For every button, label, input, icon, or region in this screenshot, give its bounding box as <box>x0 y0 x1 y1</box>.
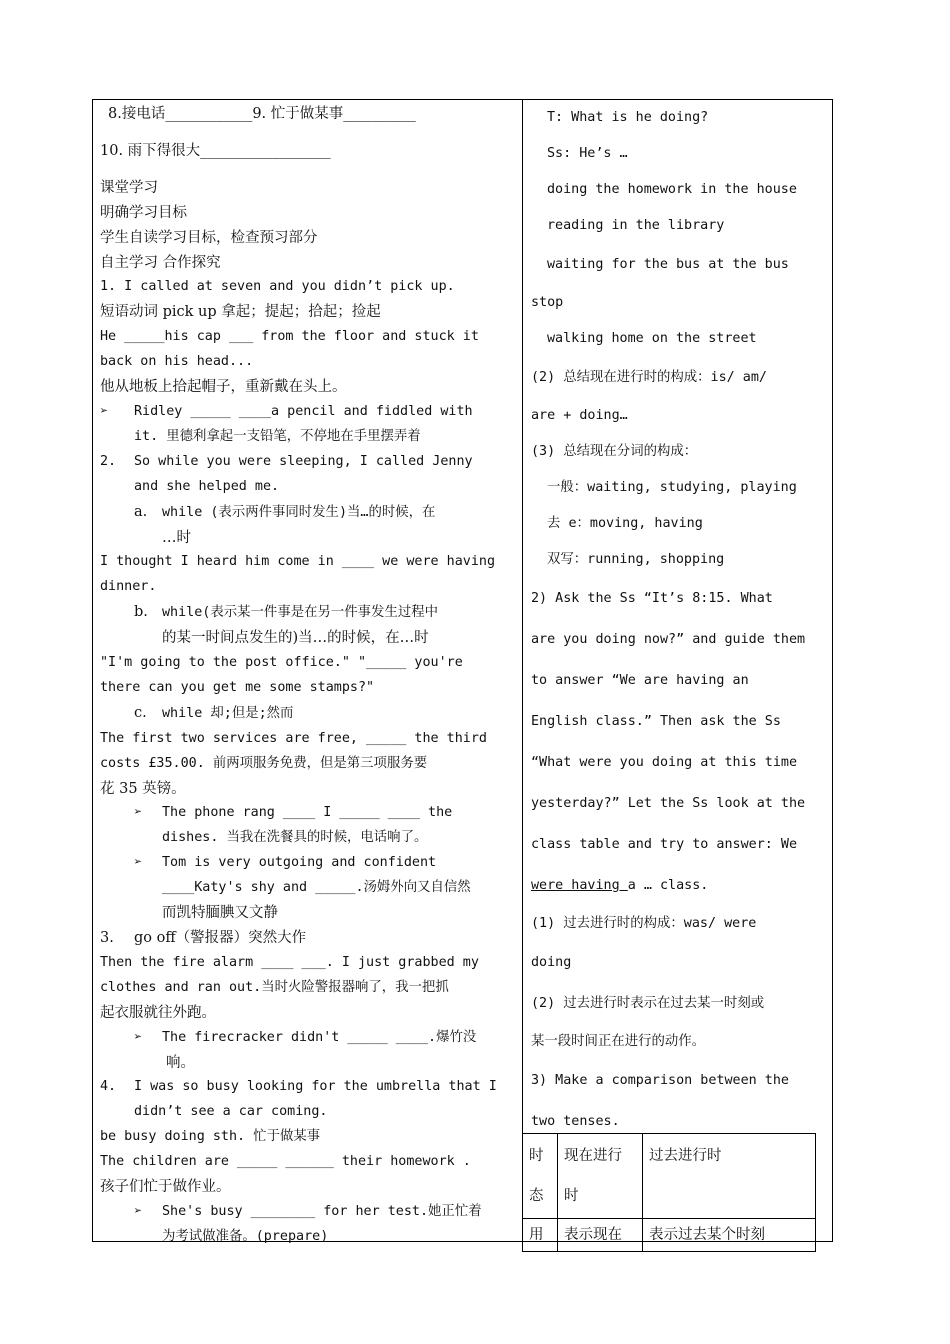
arrow-bullet-icon: ➢ <box>134 805 143 821</box>
summary-line: 一般：waiting, studying, playing <box>547 480 797 495</box>
exercise-line: The firecracker didn't _____ ____.爆竹没 <box>162 1029 477 1045</box>
summary-line: (2) 过去进行时表示在过去某一时刻或 <box>531 996 765 1011</box>
translation-line: 花 35 英镑。 <box>100 780 186 797</box>
table-header-cell: 现在进行时 <box>558 1134 643 1219</box>
exercise-line: dishes. 当我在洗餐具的时候，电话响了。 <box>162 830 428 846</box>
summary-line: 去 e：moving, having <box>547 516 703 531</box>
item-1-sentence: 1. I called at seven and you didn’t pick up. <box>100 279 455 295</box>
summary-line: 双写：running, shopping <box>547 552 725 567</box>
exercise-line: He _____his cap ___ from the floor and stuck it <box>100 329 479 345</box>
instruction-line: 2) Ask the Ss “It’s 8:15. What <box>531 591 773 606</box>
section-heading: 课堂学习 <box>100 179 158 196</box>
instruction-line: English class.” Then ask the Ss <box>531 714 781 729</box>
pick-up-definition: 短语动词 pick up 拿起；提起；拾起；捡起 <box>100 304 381 321</box>
instruction-line: are you doing now?” and guide them <box>531 632 806 647</box>
table-cell: 表示过去某个时刻 <box>643 1219 816 1252</box>
item-3-phrase: go off（警报器）突然大作 <box>134 930 307 946</box>
comparison-table <box>522 1133 816 1252</box>
example-line: waiting for the bus at the bus <box>547 257 789 272</box>
example-line: reading in the library <box>547 218 725 233</box>
instruction-line: to answer “We are having an <box>531 673 749 688</box>
while-usage-a: …时 <box>162 529 191 546</box>
right-column <box>531 100 829 1142</box>
summary-line: (1) 过去进行时的构成：was/ were <box>531 916 757 931</box>
summary-line: 某一段时间正在进行的动作。 <box>531 1034 706 1049</box>
arrow-bullet-icon: ➢ <box>134 855 143 871</box>
while-usage-c: while 却;但是;然而 <box>162 705 294 721</box>
table-cell: 表示现在 <box>558 1219 643 1252</box>
example-line: stop <box>531 295 564 310</box>
explore-heading: 自主学习 合作探究 <box>100 254 221 271</box>
arrow-bullet-icon: ➢ <box>100 403 109 419</box>
table-cell: 用 <box>523 1219 558 1252</box>
instruction-line: yesterday?” Let the Ss look at the <box>531 796 806 811</box>
item-4-number: 4. <box>100 1079 117 1095</box>
goal-heading: 明确学习目标 <box>100 204 187 221</box>
translation-line: 孩子们忙于做作业。 <box>100 1179 231 1196</box>
arrow-bullet-icon: ➢ <box>134 1029 143 1045</box>
instruction-line: class table and try to answer: We <box>531 837 798 852</box>
busy-phrase: be busy doing sth. 忙于做某事 <box>100 1129 321 1145</box>
item-2-sentence: and she helped me. <box>134 478 280 494</box>
vocab-line-2: 10. 雨下得很大__________________ <box>100 142 331 159</box>
underlined-answer: were having <box>531 878 628 893</box>
exercise-line: She's busy ________ for her test.她正忙着 <box>162 1203 482 1219</box>
arrow-bullet-icon: ➢ <box>134 1203 143 1219</box>
exercise-line: "I'm going to the post office." "_____ you're <box>100 655 463 671</box>
example-line: walking home on the street <box>547 331 757 346</box>
exercise-line: 为考试做准备。(prepare) <box>162 1228 329 1244</box>
column-divider <box>522 99 523 1242</box>
dialog-line: T: What is he doing? <box>547 110 709 125</box>
sub-label-a: a. <box>134 503 148 520</box>
goal-text: 学生自读学习目标，检查预习部分 <box>100 229 318 246</box>
item-2-number: 2. <box>100 453 117 469</box>
item-4-sentence: I was so busy looking for the umbrella that I <box>134 1079 497 1095</box>
instruction-line: “What were you doing at this time <box>531 755 798 770</box>
translation-line: 而凯特腼腆又文静 <box>162 905 278 922</box>
table-header-cell: 时态 <box>523 1134 558 1219</box>
summary-line: (2) 总结现在进行时的构成：is/ am/ <box>531 370 767 385</box>
exercise-line: Tom is very outgoing and confident <box>162 855 437 871</box>
summary-line: are + doing… <box>531 408 628 423</box>
item-4-sentence: didn’t see a car coming. <box>134 1104 328 1120</box>
example-line: doing the homework in the house <box>547 182 797 197</box>
item-3-number: 3. <box>100 930 114 946</box>
dialog-line: Ss: He’s … <box>547 146 628 161</box>
exercise-line: it. 里德利拿起一支铅笔，不停地在手里摆弄着 <box>134 428 421 444</box>
exercise-line: clothes and ran out.当时火险警报器响了，我一把抓 <box>100 979 449 995</box>
instruction-line: two tenses. <box>531 1114 620 1129</box>
exercise-line: The children are _____ ______ their homework . <box>100 1154 471 1170</box>
exercise-line: Ridley _____ ____a pencil and fiddled with <box>134 403 473 419</box>
exercise-line: back on his head... <box>100 354 254 370</box>
translation-line: 响。 <box>166 1054 195 1071</box>
exercise-line: costs £35.00. 前两项服务免费，但是第三项服务要 <box>100 755 428 771</box>
exercise-line: The first two services are free, _____ the third <box>100 730 487 746</box>
exercise-line: ____Katy's shy and _____.汤姆外向又自信然 <box>162 880 471 896</box>
while-usage-a: while (表示两件事同时发生)当…的时候，在 <box>162 504 436 520</box>
vocab-line-1: 8.接电话____________9. 忙于做某事__________ <box>108 106 416 122</box>
while-usage-b: while(表示某一件事是在另一件事发生过程中 <box>162 605 439 621</box>
exercise-line: dinner. <box>100 579 157 595</box>
sub-label-c: c. <box>134 704 147 721</box>
sub-label-b: b. <box>134 604 148 621</box>
table-header-cell: 过去进行时 <box>643 1134 816 1219</box>
instruction-line: a … class. <box>627 878 709 893</box>
exercise-line: The phone rang ____ I _____ ____ the <box>162 805 453 821</box>
translation-line: 起衣服就往外跑。 <box>100 1004 216 1021</box>
item-2-sentence: So while you were sleeping, I called Jenny <box>134 453 473 469</box>
exercise-line: Then the fire alarm ____ ___. I just grabbed my <box>100 954 479 970</box>
exercise-line: I thought I heard him come in ____ we were having <box>100 554 496 570</box>
instruction-line: 3) Make a comparison between the <box>531 1073 789 1088</box>
exercise-line: there can you get me some stamps?" <box>100 679 375 695</box>
translation-line: 他从地板上拾起帽子，重新戴在头上。 <box>100 379 347 396</box>
summary-line: (3) 总结现在分词的构成： <box>531 444 698 459</box>
summary-line: doing <box>531 955 572 970</box>
while-usage-b: 的某一时间点发生的)当…的时候，在…时 <box>162 630 429 647</box>
left-column <box>100 100 516 1250</box>
